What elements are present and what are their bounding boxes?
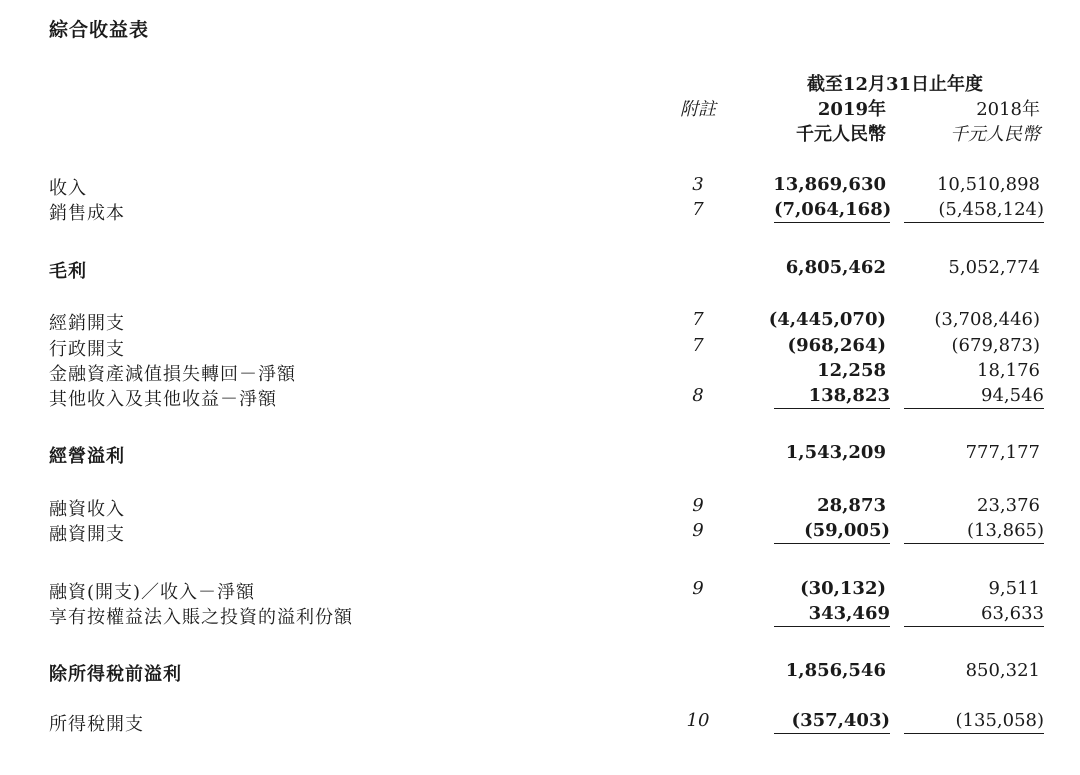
table-row-equity-method-share (0, 603, 1080, 627)
row-value-2019: (357,403) (774, 710, 890, 734)
table-row-other-income (0, 385, 1080, 409)
table-row-net-finance (0, 578, 1080, 602)
row-value-2019: 28,873 (817, 495, 886, 516)
row-label: 融資開支 (49, 524, 125, 545)
row-note: 9 (692, 578, 704, 599)
table-row-income-tax (0, 710, 1080, 734)
row-value-2019: (59,005) (774, 520, 890, 544)
row-note: 7 (692, 335, 704, 356)
row-value-2018: (13,865) (904, 520, 1044, 544)
table-row-gross-profit (0, 257, 1080, 281)
row-label: 融資收入 (49, 499, 125, 520)
table-row-cost-of-sales (0, 199, 1080, 223)
row-value-2018: 10,510,898 (936, 174, 1040, 195)
table-row-admin-expenses (0, 335, 1080, 359)
row-value-2019: (30,132) (800, 578, 886, 599)
currency-2019-header: 千元人民幣 (796, 124, 886, 145)
row-value-2019: 12,258 (817, 360, 886, 381)
row-value-2018: 9,511 (988, 578, 1040, 599)
row-label: 經營溢利 (49, 446, 125, 467)
row-value-2019: (7,064,168) (774, 199, 890, 223)
row-label: 享有按權益法入賬之投資的溢利份額 (49, 607, 353, 628)
year-2019-header: 2019年 (817, 99, 886, 120)
row-label: 經銷開支 (49, 313, 125, 334)
row-value-2019: 1,543,209 (785, 442, 886, 463)
row-label: 融資(開支)／收入－淨額 (49, 582, 256, 603)
row-value-2018: 850,321 (965, 660, 1040, 681)
row-note: 10 (686, 710, 710, 731)
row-value-2019: 1,856,546 (785, 660, 886, 681)
table-row-distribution-expenses (0, 309, 1080, 333)
row-value-2018: 777,177 (965, 442, 1040, 463)
row-value-2018: (135,058) (904, 710, 1044, 734)
row-value-2018: 18,176 (977, 360, 1040, 381)
statement-title: 綜合收益表 (49, 19, 150, 41)
row-value-2019: 343,469 (774, 603, 890, 627)
row-value-2019: 6,805,462 (785, 257, 886, 278)
row-value-2018: 94,546 (904, 385, 1044, 409)
row-value-2018: 63,633 (904, 603, 1044, 627)
table-row-operating-profit (0, 442, 1080, 466)
row-value-2018: (3,708,446) (934, 309, 1040, 330)
row-value-2019: 138,823 (774, 385, 890, 409)
row-label: 收入 (49, 178, 87, 199)
note-column-header: 附註 (680, 99, 716, 120)
row-value-2019: 13,869,630 (773, 174, 886, 195)
row-value-2018: 5,052,774 (948, 257, 1040, 278)
row-value-2018: (5,458,124) (904, 199, 1044, 223)
row-label: 所得稅開支 (49, 714, 144, 735)
row-note: 8 (692, 385, 704, 406)
row-label: 其他收入及其他收益－淨額 (49, 389, 277, 410)
row-note: 7 (692, 309, 704, 330)
row-note: 9 (692, 495, 704, 516)
table-row-revenue (0, 174, 1080, 198)
row-note: 3 (692, 174, 704, 195)
row-value-2018: (679,873) (951, 335, 1040, 356)
table-row-finance-income (0, 495, 1080, 519)
row-label: 除所得稅前溢利 (49, 664, 182, 685)
year-2018-header: 2018年 (976, 99, 1040, 120)
row-note: 7 (692, 199, 704, 220)
currency-2018-header: 千元人民幣 (950, 124, 1040, 145)
table-row-profit-before-tax (0, 660, 1080, 684)
row-value-2019: (968,264) (787, 335, 886, 356)
table-row-impairment-reversal (0, 360, 1080, 384)
row-value-2018: 23,376 (977, 495, 1040, 516)
period-header: 截至12月31日止年度 (806, 74, 984, 95)
row-label: 毛利 (49, 261, 87, 282)
row-note: 9 (692, 520, 704, 541)
row-label: 金融資產減值損失轉回－淨額 (49, 364, 296, 385)
row-label: 行政開支 (49, 339, 125, 360)
row-value-2019: (4,445,070) (768, 309, 886, 330)
row-label: 銷售成本 (49, 203, 125, 224)
table-row-finance-costs (0, 520, 1080, 544)
